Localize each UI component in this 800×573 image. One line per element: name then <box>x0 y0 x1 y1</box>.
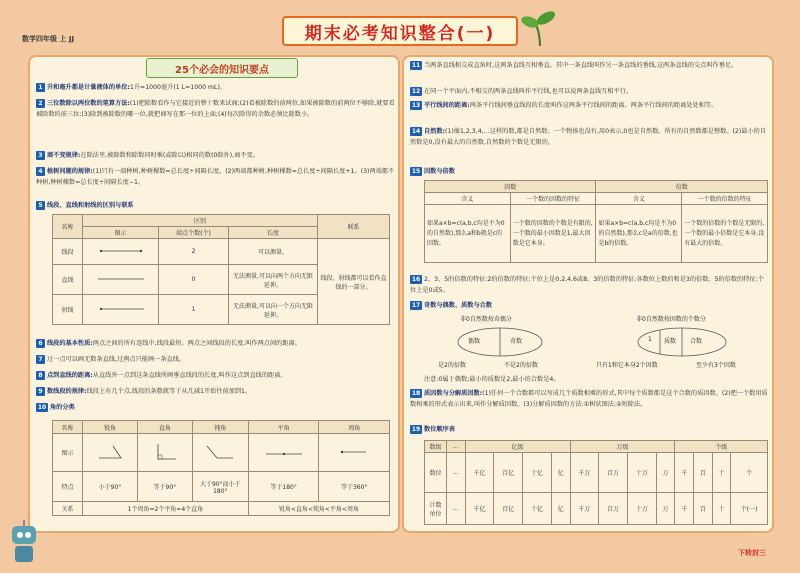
odd-definition: 不是2的倍数 <box>504 362 538 369</box>
point-text: 两条平行线间垂直线段的长度叫作这两条平行线间的距离。两条平行线间的距离处处相等。 <box>469 102 718 109</box>
line-icon <box>96 275 146 283</box>
point-heading: 线段、直线和射线的区别与联系 <box>47 202 134 209</box>
table-cell: 百万 <box>599 493 628 525</box>
table-header: 含义 <box>425 193 511 205</box>
table-cell: 2 <box>159 239 229 265</box>
ray-icon <box>96 305 146 313</box>
number-badge: 12 <box>411 87 421 95</box>
table-cell: 关系 <box>53 502 83 516</box>
point-heading: 平行线间的距离: <box>424 102 470 109</box>
point-text: 当两条直线相交成直角时,这两条直线互相垂直。其中一条直线叫作另一条直线的垂线,这两条直线的交点叫作垂足。 <box>424 62 738 69</box>
number-badge: 15 <box>411 167 421 175</box>
acute-angle-icon <box>95 442 125 462</box>
number-badge: 8 <box>36 371 45 380</box>
table-cell: 无法测量,可以向一个方向无限延伸。 <box>229 295 318 325</box>
odd-even-title: 非0自然数按奇偶分 <box>460 316 512 323</box>
number-badge: 4 <box>36 167 45 176</box>
point-8 <box>36 370 396 381</box>
number-badge: 13 <box>411 101 421 109</box>
table-cell: 数位 <box>425 453 447 493</box>
point-heading: 三位数除以两位数的笔算方法: <box>47 100 130 107</box>
prime-definition: 只有1和它本身2个因数 <box>596 362 658 369</box>
table-cell: 直线 <box>53 265 83 295</box>
one-label: 1 <box>648 336 652 343</box>
number-badge: 3 <box>36 151 45 160</box>
point-text: 线段上有几个点,线段的条数就等于从几减1开始往前加到1。 <box>86 388 252 395</box>
table-header: 端点个数(个) <box>159 227 229 239</box>
point-7 <box>36 354 396 365</box>
table-cell: 十亿 <box>523 493 552 525</box>
table-cell: 一个数的倍数的个数是无限的,一个数的最小倍数是它本身,没有最大的倍数。 <box>682 205 768 263</box>
point-5 <box>36 200 396 211</box>
point-text: 两点之间的所有连线中,线段最短。两点之间线段的长度,叫作两点间的距离。 <box>92 340 301 347</box>
table-row <box>53 239 390 265</box>
number-badge: 16 <box>411 275 421 283</box>
table-cell: 一个数的因数的个数是有限的,一个数的最小因数是1,最大因数是它本身。 <box>510 205 596 263</box>
acute-angle-figure <box>83 434 138 472</box>
point-9 <box>36 386 396 397</box>
table-cell: 个 <box>731 453 768 493</box>
table-cell: 线段 <box>53 239 83 265</box>
right-angle-icon <box>150 442 180 462</box>
table-header: 钝角 <box>192 421 248 434</box>
segment-icon <box>96 247 146 255</box>
point-heading: 点到直线的距离: <box>47 372 93 379</box>
table-header: 万级 <box>570 441 675 453</box>
table-header: 数级 <box>425 441 447 453</box>
table-header: 倍数 <box>596 181 768 193</box>
number-badge: 6 <box>36 339 45 348</box>
continue-note: 下转封三 <box>738 549 766 557</box>
table-cell: 百 <box>694 453 713 493</box>
point-heading: 奇数与偶数、质数与合数 <box>424 302 493 309</box>
number-badge: 17 <box>411 301 421 309</box>
table-header: 个级 <box>675 441 768 453</box>
obtuse-angle-figure <box>192 434 248 472</box>
point-19 <box>410 424 770 435</box>
point-heading: 角的分类 <box>50 404 75 411</box>
table-cell: 百亿 <box>494 493 523 525</box>
place-value-table <box>424 440 768 525</box>
table-cell: 计数单位 <box>425 493 447 525</box>
point-13 <box>410 100 770 111</box>
angle-table <box>52 420 390 516</box>
table-row <box>53 421 390 434</box>
table-cell: 1 <box>159 295 229 325</box>
number-badge: 11 <box>411 61 421 69</box>
table-cell: 线段、射线都可以看作直线的一部分。 <box>318 239 390 325</box>
table-cell: 等于180° <box>248 472 319 502</box>
obtuse-angle-icon <box>205 442 235 462</box>
table-cell: 图示 <box>53 434 83 472</box>
table-cell: 可以测量。 <box>229 239 318 265</box>
number-badge: 5 <box>36 201 45 210</box>
composite-definition: 至少有3个因数 <box>696 362 736 369</box>
table-cell: 大于90°而小于180° <box>192 472 248 502</box>
point-18 <box>410 388 770 410</box>
table-cell: 十 <box>712 493 731 525</box>
point-17 <box>410 300 770 311</box>
point-heading: 植树问题的规律: <box>47 168 93 175</box>
table-cell: 千万 <box>570 493 599 525</box>
note: 注意:0属于偶数;最小的质数是2,最小的合数是4。 <box>424 376 560 383</box>
table-cell: 如果a×b=c(a,b,c均是不为0的自然数),那么a和b就是c的因数。 <box>425 205 511 263</box>
point-6 <box>36 338 396 349</box>
table-header: 长度 <box>229 227 318 239</box>
number-badge: 9 <box>36 387 45 396</box>
point-15 <box>410 166 770 177</box>
odd-label: 奇数 <box>510 338 523 345</box>
point-heading: 数线段的规律: <box>47 388 87 395</box>
number-badge: 1 <box>36 83 45 92</box>
point-text: 在同一个平面内,不相交的两条直线叫作平行线,也可以说两条直线互相平行。 <box>424 88 633 95</box>
segment-figure <box>83 239 159 265</box>
point-heading: 自然数: <box>424 128 446 135</box>
point-1 <box>36 82 396 93</box>
table-cell: 无法测量,可以向两个方向无限延伸。 <box>229 265 318 295</box>
table-header: 一个数的因数的特征 <box>510 193 596 205</box>
number-badge: 2 <box>36 99 45 108</box>
table-header: 一个数的倍数的特征 <box>682 193 768 205</box>
line-table <box>52 214 390 325</box>
number-badge: 19 <box>411 425 421 433</box>
point-12 <box>410 86 770 97</box>
point-text: (1)任何一个合数都可以写成几个质数相乘的形式,其中每个质数都是这个合数的质因数。(2)把一个数用质数相乘的形式表示出来,叫作分解质因数。(3)分解质因数的方法:①树状图法;②短除法。 <box>410 390 768 408</box>
table-row <box>425 493 768 525</box>
table-row <box>425 193 768 205</box>
number-badge: 7 <box>36 355 45 364</box>
table-header: 区别 <box>83 215 318 227</box>
table-cell: 1个周角=2个平角=4个直角 <box>83 502 249 516</box>
number-badge: 18 <box>411 389 421 397</box>
table-cell: 0 <box>159 265 229 295</box>
table-row <box>53 472 390 502</box>
point-10 <box>36 402 396 413</box>
table-row <box>425 453 768 493</box>
table-header: 图示 <box>83 227 159 239</box>
table-cell: 等于360° <box>319 472 390 502</box>
point-heading: 升和毫升都是计量液体的单位: <box>47 84 130 91</box>
table-header: 平角 <box>248 421 319 434</box>
point-heading: 线段的基本性质: <box>47 340 93 347</box>
table-cell: 百万 <box>599 453 628 493</box>
table-header: 含义 <box>596 193 682 205</box>
point-heading: 质因数与分解质因数: <box>424 390 483 397</box>
full-angle-figure <box>319 434 390 472</box>
point-4 <box>36 166 396 188</box>
grade-label: 数学四年级 上 JJ <box>22 35 75 43</box>
table-header: 名称 <box>53 421 83 434</box>
table-cell: 个(一) <box>731 493 768 525</box>
table-header: … <box>447 441 466 453</box>
number-badge: 14 <box>411 127 421 135</box>
point-text: 从直线外一点到这条直线所画垂直线段的长度,叫作这点到直线的距离。 <box>92 372 287 379</box>
table-cell: 等于90° <box>137 472 192 502</box>
table-cell: 十万 <box>628 493 657 525</box>
point-text: (1)把除数看作与它接近的整十数来试商;(2)看被除数的前两位,如果被除数的前两位不够除,就要看被除数的前三位;(3)除到被除数的哪一位,就把商写在那一位的上面;(4)每次除得的余数必须比除数小。 <box>36 100 395 118</box>
even-definition: 是2的倍数 <box>438 362 466 369</box>
table-cell: 锐角<直角<钝角<平角<周角 <box>248 502 389 516</box>
table-cell: 千万 <box>570 453 599 493</box>
table-cell: 十 <box>712 453 731 493</box>
point-text: 2、3、5的倍数的特征:2的倍数的特征:个位上是0,2,4,6或8。3的倍数的特征:各数位上数的和是3的倍数。5的倍数的特征:个位上是0或5。 <box>410 276 764 294</box>
point-heading: 商不变规律: <box>47 152 81 159</box>
point-heading: 数位顺序表 <box>424 426 455 433</box>
table-header: 因数 <box>425 181 596 193</box>
table-row <box>425 181 768 193</box>
point-text: (1)像1,2,3,4,…这样的数,都是自然数。一个物体也没有,用0表示,0也是自然数。所有的自然数都是整数。(2)最小的自然数是0,没有最大的自然数,自然数的个数是无限的。 <box>410 128 767 146</box>
point-text: 1升=1000毫升(1 L=1000 mL)。 <box>129 84 227 91</box>
table-row <box>425 441 768 453</box>
page-title: 期末必考知识整合(一) <box>282 16 518 46</box>
table-header: 联系 <box>318 215 390 239</box>
table-cell: 十亿 <box>523 453 552 493</box>
table-cell: 万 <box>656 453 675 493</box>
ray-figure <box>83 295 159 325</box>
table-header: 锐角 <box>83 421 138 434</box>
point-text: (1)只有一端种树,种树棵数=总长度÷间隔长度。(2)两端都种树,种树棵数=总长度÷间隔长度+1。(3)两端都不种树,种树棵数=总长度÷间隔长度−1。 <box>36 168 395 186</box>
table-row <box>53 502 390 516</box>
point-11 <box>410 60 770 71</box>
table-cell: 射线 <box>53 295 83 325</box>
straight-angle-icon <box>264 442 304 462</box>
straight-angle-figure <box>248 434 319 472</box>
factor-table <box>424 180 768 263</box>
table-header: 亿级 <box>465 441 570 453</box>
table-cell: … <box>447 493 466 525</box>
table-cell: 千亿 <box>465 453 494 493</box>
table-cell: 百亿 <box>494 453 523 493</box>
full-angle-icon <box>334 442 374 462</box>
table-cell: 如果a×b=c(a,b,c均是不为0的自然数),那么c是a的倍数,也是b的倍数。 <box>596 205 682 263</box>
table-cell: 百 <box>694 493 713 525</box>
table-cell: 万 <box>656 493 675 525</box>
table-cell: 小于90° <box>83 472 138 502</box>
point-3 <box>36 150 396 161</box>
table-cell: 亿 <box>551 453 570 493</box>
even-label: 偶数 <box>468 338 481 345</box>
table-cell: 千 <box>675 453 694 493</box>
table-cell: … <box>447 453 466 493</box>
point-14 <box>410 126 770 148</box>
table-cell: 特点 <box>53 472 83 502</box>
composite-label: 合数 <box>690 338 703 345</box>
table-cell: 千 <box>675 493 694 525</box>
table-header: 直角 <box>137 421 192 434</box>
prime-label: 质数 <box>664 338 677 345</box>
table-cell: 亿 <box>551 493 570 525</box>
table-header: 名称 <box>53 215 83 239</box>
sprout-icon <box>520 8 560 48</box>
point-text: 在除法里,被除数和除数同时乘(或除以)相同的数(0除外),商不变。 <box>80 152 259 159</box>
table-row <box>53 434 390 472</box>
right-angle-figure <box>137 434 192 472</box>
robot-mascot-icon <box>8 520 40 568</box>
section-banner: 25个必会的知识要点 <box>146 58 298 78</box>
prime-comp-title: 非0自然数按因数的个数分 <box>636 316 706 323</box>
number-badge: 10 <box>37 403 47 411</box>
point-heading: 因数与倍数 <box>424 168 455 175</box>
table-row <box>425 205 768 263</box>
point-2 <box>36 98 396 120</box>
table-cell: 千亿 <box>465 493 494 525</box>
point-text: 过一点可以画无数条直线,过两点只能画一条直线。 <box>47 356 186 363</box>
table-header: 周角 <box>319 421 390 434</box>
odd-even-diagram <box>420 314 770 370</box>
table-cell: 十万 <box>628 453 657 493</box>
point-16 <box>410 274 770 296</box>
line-figure <box>83 265 159 295</box>
